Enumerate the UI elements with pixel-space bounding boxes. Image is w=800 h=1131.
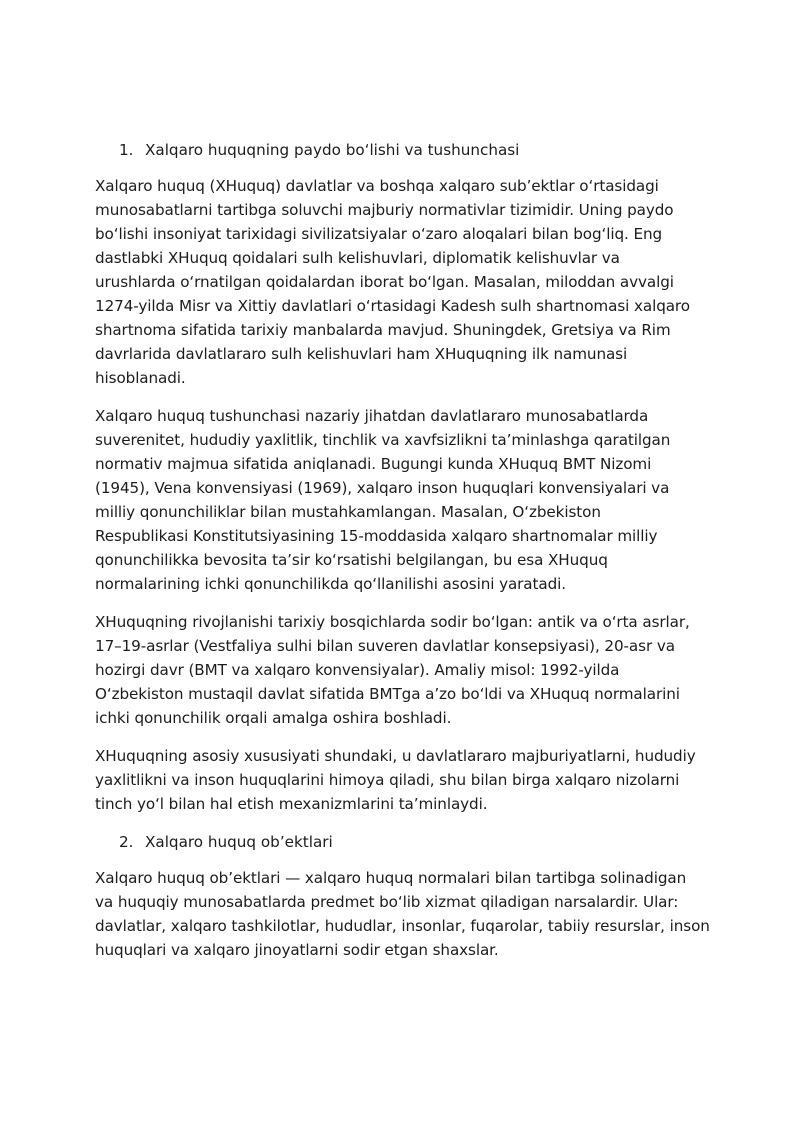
text-line: munosabatlarni tartibga soluvchi majburiy normativlar tizimidir. Uning paydo xyxy=(95,201,674,219)
text-line: Xalqaro huquq tushunchasi nazariy jihatdan davlatlararo munosabatlarda xyxy=(95,407,649,425)
text-line: XHuquqning asosiy xususiyati shundaki, u davlatlararo majburiyatlarni, hududiy xyxy=(95,747,696,765)
text-line: huquqlari va xalqaro jinoyatlarni sodir etgan shaxslar. xyxy=(95,941,499,959)
text-line: va huquqiy munosabatlarda predmet bo‘lib xizmat qiladigan narsalardir. Ular: xyxy=(95,893,679,911)
text-line: qonunchilikka bevosita ta’sir ko‘rsatishi belgilangan, bu esa XHuquq xyxy=(95,551,608,569)
text-line: bo‘lishi insoniyat tarixidagi sivilizatsiyalar o‘zaro aloqalari bilan bog‘liq. Eng xyxy=(95,225,663,243)
text-line: davlatlar, xalqaro tashkilotlar, hududlar, insonlar, fuqarolar, tabiiy resurslar, inson xyxy=(95,917,710,935)
text-line: yaxlitlikni va inson huquqlarini himoya qiladi, shu bilan birga xalqaro nizolarni xyxy=(95,771,680,789)
text-line: XHuquqning rivojlanishi tarixiy bosqichlarda sodir bo‘lgan: antik va o‘rta asrlar, xyxy=(95,613,690,631)
text-line: 17–19-asrlar (Vestfaliya sulhi bilan suveren davlatlar konsepsiyasi), 20-asr va xyxy=(95,637,675,655)
paragraph xyxy=(95,404,715,596)
text-line: urushlarda o‘rnatilgan qoidalardan iborat bo‘lgan. Masalan, miloddan avvalgi xyxy=(95,273,674,291)
document-page xyxy=(95,138,715,976)
text-line: Xalqaro huquq ob’ektlari — xalqaro huquq normalari bilan tartibga solinadigan xyxy=(95,869,687,887)
paragraph xyxy=(95,744,715,816)
section-number: 1. xyxy=(119,141,134,159)
text-line: hozirgi davr (BMT va xalqaro konvensiyalar). Amaliy misol: 1992-yilda xyxy=(95,661,620,679)
text-line: shartnoma sifatida tarixiy manbalarda mavjud. Shuningdek, Gretsiya va Rim xyxy=(95,321,671,339)
text-line: hisoblanadi. xyxy=(95,369,186,387)
text-line: Respublikasi Konstitutsiyasining 15-moddasida xalqaro shartnomalar milliy xyxy=(95,527,658,545)
text-line: normativ majmua sifatida aniqlanadi. Bugungi kunda XHuquq BMT Nizomi xyxy=(95,455,652,473)
text-line: 1274-yilda Misr va Xittiy davlatlari o‘rtasidagi Kadesh sulh shartnomasi xalqaro xyxy=(95,297,690,315)
text-line: dastlabki XHuquq qoidalari sulh kelishuvlari, diplomatik kelishuvlar va xyxy=(95,249,620,267)
paragraph xyxy=(95,174,715,390)
section-number: 2. xyxy=(119,833,134,851)
section-heading-2 xyxy=(119,830,715,854)
text-line: davrlarida davlatlararo sulh kelishuvlari ham XHuquqning ilk namunasi xyxy=(95,345,628,363)
paragraph xyxy=(95,866,715,962)
text-line: ichki qonunchilik orqali amalga oshira boshladi. xyxy=(95,709,452,727)
section-heading-1 xyxy=(119,138,715,162)
text-line: tinch yo‘l bilan hal etish mexanizmlarini ta’minlaydi. xyxy=(95,795,488,813)
text-line: suverenitet, hududiy yaxlitlik, tinchlik va xavfsizlikni ta’minlashga qaratilgan xyxy=(95,431,671,449)
section-title: Xalqaro huquq ob’ektlari xyxy=(145,833,333,851)
paragraph xyxy=(95,610,715,730)
text-line: O‘zbekiston mustaqil davlat sifatida BMTga a’zo bo‘ldi va XHuquq normalarini xyxy=(95,685,680,703)
text-line: normalarining ichki qonunchilikda qo‘llanilishi asosini yaratadi. xyxy=(95,575,566,593)
text-line: milliy qonunchiliklar bilan mustahkamlangan. Masalan, O‘zbekiston xyxy=(95,503,601,521)
text-line: Xalqaro huquq (XHuquq) davlatlar va boshqa xalqaro sub’ektlar o‘rtasidagi xyxy=(95,177,659,195)
section-title: Xalqaro huquqning paydo bo‘lishi va tushunchasi xyxy=(145,141,520,159)
text-line: (1945), Vena konvensiyasi (1969), xalqaro inson huquqlari konvensiyalari va xyxy=(95,479,670,497)
